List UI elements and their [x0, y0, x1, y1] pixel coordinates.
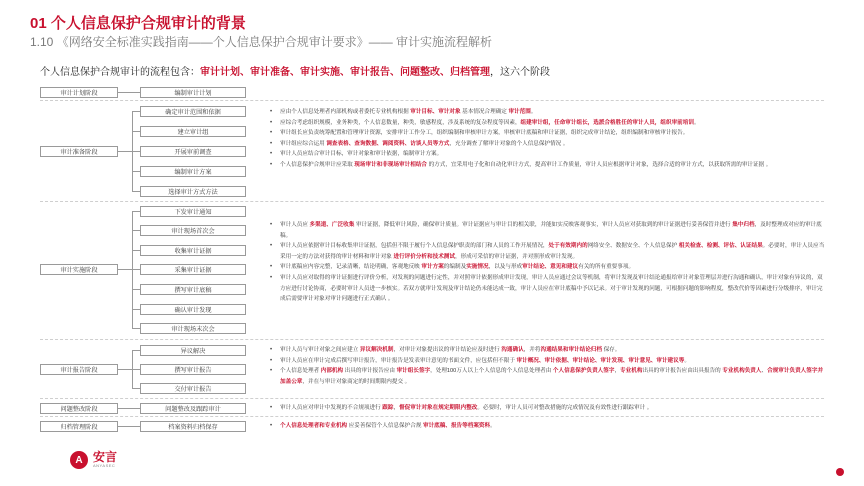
- desc-bullet: [268, 118, 828, 129]
- step-report-2: 撰写审计报告: [140, 364, 246, 375]
- bullet-text: 应妥善保管个人信息保护合规: [347, 423, 423, 429]
- desc-bullet: [268, 107, 828, 118]
- stage-report: 审计报告阶段: [40, 364, 118, 375]
- highlight-text: 相关检查、检测、评估、认证结果: [678, 243, 763, 250]
- desc-impl: [268, 220, 828, 305]
- bullet-text: 审计组应综合运用: [280, 140, 327, 147]
- connector-prep-2: [132, 131, 140, 132]
- bullet-text: ，充分调查了解审计对象的个人信息保护情况 。: [449, 140, 569, 147]
- desc-prep: [268, 107, 828, 171]
- desc-bullet: [268, 273, 828, 305]
- bullet-text: ，以及与形成: [488, 264, 523, 271]
- bullet-text: 审计证据，降低审计风险，确保审计质量。审计证据应与审计目的相关联，并能如实反映客观事实，审计人员应对获取到的审计证据进行妥善保管并进行: [354, 222, 733, 228]
- bullet-text: 审计组长应负责统筹配置和管理审计资源，安排审计工作分工，组织编制和审核审计方案，审核审计底稿和审计证据，组织完成审计结论，组织编制和审核审计报告。: [280, 130, 689, 137]
- highlight-text: 专业机构负责人: [722, 368, 762, 375]
- highlight-text: 专业机构: [620, 368, 643, 375]
- connector-impl-stage: [118, 269, 132, 270]
- connector-prep-1: [132, 111, 140, 112]
- connector-prep-4: [132, 171, 140, 172]
- step-prep-1: 确定审计范围和依据: [140, 106, 246, 117]
- intro-text: [40, 63, 550, 78]
- bullet-text: 保存。: [602, 347, 621, 353]
- stage-impl: 审计实施阶段: [40, 264, 118, 275]
- step-impl-1: 下发审计通知: [140, 206, 246, 217]
- bullet-text: 。: [693, 119, 700, 126]
- desc-bullet: [268, 241, 828, 262]
- logo-name: 安言: [93, 450, 118, 464]
- desc-bullet: [268, 160, 828, 171]
- connector-impl-5: [132, 289, 140, 290]
- bullet-text: 应综合考虑组织规模，业务种类，个人信息数量，种类，敏感程度，涉及系统的复杂程度等因素，: [280, 119, 521, 126]
- desc-archive: [268, 421, 828, 432]
- step-impl-7: 审计现场末次会: [140, 323, 246, 334]
- highlight-text: 沟通结果和审计结论归档: [540, 347, 603, 353]
- divider: [40, 398, 824, 399]
- connector-impl-4: [132, 269, 140, 270]
- highlight-text: 审计方案: [421, 264, 444, 271]
- desc-bullet: [268, 356, 828, 367]
- highlight-text: 审计概况、审计依据、审计结论、审计发现、审计意见、审计建议等: [516, 357, 685, 364]
- step-plan-1: 编制审计计划: [140, 87, 246, 98]
- connector-impl-7: [132, 328, 140, 329]
- highlight-text: 内部机构: [320, 368, 344, 375]
- highlight-text: 组建审计组，任命审计组长，选派合格胜任的审计人员，组织审前培训: [520, 119, 694, 126]
- desc-bullet: [268, 128, 828, 139]
- step-prep-2: 建立审计组: [140, 126, 246, 137]
- highlight-text: 异议解决机制: [359, 347, 394, 353]
- desc-bullet: [268, 220, 828, 241]
- page-subtitle: 1.10 《网络安全标准实践指南——个人信息保护合规审计要求》—— 审计实施流程解析: [30, 35, 493, 49]
- desc-bullet: [268, 345, 828, 356]
- bullet-text: 出具的审计报告应由: [343, 368, 397, 375]
- stage-prep: 审计准备阶段: [40, 146, 118, 157]
- bullet-text: ，并在与审计对象商定的时间期限内提交 。: [302, 378, 411, 385]
- highlight-text: 个人信息保护负责人签字: [552, 368, 615, 375]
- step-prep-3: 开展审前调查: [140, 146, 246, 157]
- bullet-text: 审计底稿应内容完整，记录清晰，结论明确，客观地反映: [280, 264, 422, 271]
- step-prep-4: 编制审计方案: [140, 166, 246, 177]
- bullet-text: 审计人员应对审计中发现的不合规项进行: [280, 405, 383, 411]
- desc-bullet: [268, 149, 828, 160]
- step-impl-6: 确认审计发现: [140, 304, 246, 315]
- connector-report-3: [132, 388, 140, 389]
- bullet-text: 审计人员应对取得的审计证据进行评价分析，对发现的问题进行定性，并对照审计依据形成审计发现，审计人员应通过会议等机制，将审计发现及审计结论通报给审计对象管理层并进行沟通和确认，审计对象有异议的，双方应进行讨论协商，必要时审计人员进一步核实。若双方就审计发现及审计结论仍未能达成一致，审计人员应在审计底稿中予以记录。对于审计发现的问题，可根据问题的影响程度，整改代价等因素进行分级排序，审计完成后需要审计对象对审计问题进行正式确认 。: [280, 274, 823, 303]
- page-marker-icon: [836, 468, 844, 476]
- desc-report: [268, 345, 828, 387]
- desc-bullet: [268, 366, 828, 387]
- step-report-3: 交付审计报告: [140, 383, 246, 394]
- connector-impl-6: [132, 309, 140, 310]
- highlight-text: 沟通确认: [501, 347, 524, 353]
- highlight-text: 审计范围: [508, 109, 531, 115]
- highlight-text: 调查表格、查询数据、调阅资料、访谈人员等方式: [326, 140, 450, 147]
- highlight-text: 审计结论、意见和建议: [522, 264, 579, 271]
- bullet-text: ，处理100万人以上个人信息的个人信息处理者由: [430, 368, 553, 375]
- connector-report-1: [132, 350, 140, 351]
- connector-impl-3: [132, 250, 140, 251]
- bullet-text: 审计人员应依据审计目标收集审计证据，包括但不限于履行个人信息保护职责的部门和人员的工作开展情况，: [280, 243, 549, 250]
- highlight-text: 现场审计和非现场审计相结合: [354, 161, 428, 168]
- bullet-text: 的编制及: [443, 264, 467, 271]
- bullet-text: 审计人员与审计对象之间应建立: [280, 347, 360, 353]
- bullet-text: 的方式，宜采用电子化和自动化审计方式，提高审计工作质量，审计人员应根据审计对象，选择合适的审计方式，以获取所需的审计证据 。: [427, 161, 772, 168]
- desc-fix: [268, 403, 828, 414]
- stage-archive: 归档管理阶段: [40, 421, 118, 432]
- bullet-text: ，及时整理成对应的审计底稿。: [280, 222, 822, 239]
- highlight-text: 督促审计对象在规定期限内整改: [399, 405, 478, 411]
- connector-fix: [118, 408, 140, 409]
- bullet-text: 有关的所有重要事项。: [578, 264, 635, 271]
- desc-bullet: [268, 421, 828, 432]
- bullet-text: 审计人员应结合审计目标，审计对象和审计依据，编制审计方案。: [280, 151, 443, 158]
- bullet-text: 个人信息保护合规审计应采取: [280, 161, 355, 168]
- highlight-text: 审计目标、审计对象: [410, 109, 461, 115]
- connector-prep-5: [132, 191, 140, 192]
- connector-impl-1: [132, 211, 140, 212]
- highlight-text: 处于有效期内的: [548, 243, 588, 250]
- logo-name-en: ANYASEC: [93, 463, 116, 468]
- bullet-text: ，并将: [523, 347, 541, 353]
- bullet-text: 。: [684, 357, 690, 364]
- page-title: 01 个人信息保护合规审计的背景: [30, 15, 246, 32]
- desc-bullet: [268, 262, 828, 273]
- step-impl-5: 撰写审计底稿: [140, 284, 246, 295]
- step-impl-4: 采集审计证据: [140, 264, 246, 275]
- intro-phases: 审计计划、审计准备、审计实施、审计报告、问题整改、归档管理: [200, 67, 490, 78]
- stage-plan: 审计计划阶段: [40, 87, 118, 98]
- step-report-1: 异议解决: [140, 345, 246, 356]
- bullet-text: 出具的审计报告应由出具报告的: [642, 368, 723, 375]
- bullet-text: ，对审计对象提出议的审计结论应及时进行: [393, 347, 502, 353]
- logo-icon: A: [70, 451, 88, 469]
- intro-suffix: ，这六个阶段: [490, 67, 550, 78]
- bullet-text: 、: [761, 368, 768, 375]
- bullet-text: 。必要时，审计人员应当采用一定的方法对获得的审计材料和审计对象: [280, 243, 825, 260]
- step-fix-1: 问题整改及跟踪审计: [140, 403, 246, 414]
- brand-logo: [70, 451, 117, 469]
- bullet-text: ，: [614, 368, 621, 375]
- bullet-text: 网络安全、数据安全、个人信息保护: [587, 243, 679, 250]
- bullet-text: 审计人员应: [280, 222, 310, 228]
- connector-report-2: [132, 369, 140, 370]
- connector-prep-stage: [118, 151, 132, 152]
- connector-prep-3: [132, 151, 140, 152]
- step-impl-3: 收集审计证据: [140, 245, 246, 256]
- highlight-text: 合规审计负责人签字并加盖公章: [280, 368, 824, 385]
- bullet-text: ，: [393, 405, 400, 411]
- bullet-text: ，形成可采信的审计证据，并对照形成审计发现。: [454, 253, 579, 260]
- stage-fix: 问题整改阶段: [40, 403, 118, 414]
- divider: [40, 100, 824, 101]
- bullet-text: 基本情况合理确定: [460, 109, 509, 115]
- step-archive-1: 档案资料归档保存: [140, 421, 246, 432]
- step-impl-2: 审计现场首次会: [140, 225, 246, 236]
- highlight-text: 跟踪: [382, 405, 394, 411]
- connector-plan: [118, 92, 140, 93]
- desc-bullet: [268, 139, 828, 150]
- connector-report-stage: [118, 369, 132, 370]
- divider: [40, 201, 824, 202]
- connector-archive: [118, 426, 140, 427]
- highlight-text: 审计底稿、报告等档案资料: [422, 423, 491, 429]
- highlight-text: 多渠道、广泛收集: [309, 222, 355, 228]
- bullet-text: 个人信息处理者: [280, 368, 321, 375]
- divider: [40, 416, 824, 417]
- divider: [40, 339, 824, 340]
- intro-prefix: 个人信息保护合规审计的流程包含：: [40, 67, 200, 78]
- highlight-text: 进行评价分析和技术测试: [393, 253, 455, 260]
- bullet-text: 。: [530, 109, 537, 115]
- highlight-text: 集中归档: [732, 222, 755, 228]
- bullet-text: 。: [490, 423, 496, 429]
- connector-impl-2: [132, 230, 140, 231]
- highlight-text: 审计组长签字: [396, 368, 431, 375]
- highlight-text: 实施情况: [466, 264, 489, 271]
- desc-bullet: [268, 403, 828, 414]
- bullet-text: 应由个人信息处理者内部机构或者委托专业机构根据: [280, 109, 411, 115]
- highlight-text: 个人信息处理者和专业机构: [280, 423, 348, 429]
- bullet-text: 审计人员应在审计完成后撰写审计报告，审计报告是发表审计意见的书面文件，应包括但不限于: [280, 357, 517, 364]
- bullet-text: 。必要时，审计人员可对整改措施的完成情况及有效性进行跟踪审计 。: [477, 405, 653, 411]
- step-prep-5: 选择审计方式方法: [140, 186, 246, 197]
